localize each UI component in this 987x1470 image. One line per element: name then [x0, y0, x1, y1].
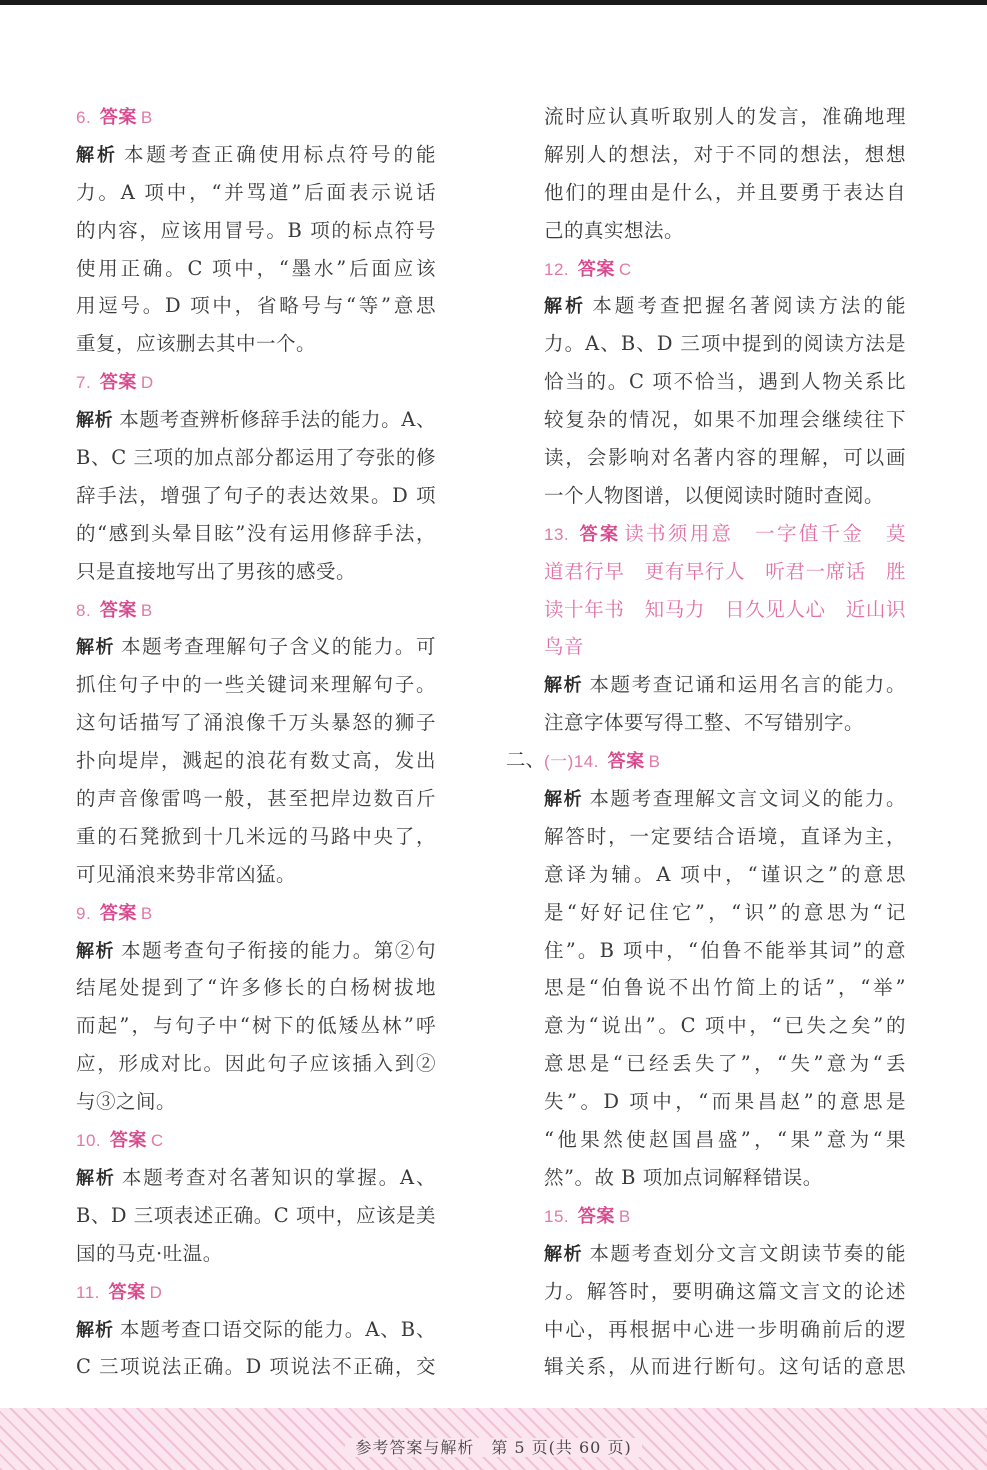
- answer-line-8: 8. 答案 B: [76, 599, 153, 621]
- text-line: 扑向堤岸，溅起的浪花有数丈高，发出: [76, 749, 436, 773]
- analysis-line: 解析 本题考查辨析修辞手法的能力。A、: [76, 408, 437, 432]
- text-line: 注意字体要写得工整、不写错别字。: [544, 711, 865, 735]
- answer-line-14: (一)14. 答案 B: [544, 751, 661, 773]
- text-line: 力。A、B、D 三项中提到的阅读方法是: [544, 332, 906, 356]
- answer-line-15: 15. 答案 B: [544, 1205, 631, 1227]
- answer-text-line: 道君行早 更有早行人 听君一席话 胜: [544, 559, 906, 583]
- analysis-line: 解析 本题考查把握名著阅读方法的能: [544, 294, 906, 318]
- section-heading: 二、: [506, 748, 546, 771]
- text-line: 解别人的想法，对于不同的想法，想想: [544, 142, 906, 166]
- text-line: 失”。D 项中，“而果昌赵”的意思是: [544, 1090, 906, 1114]
- answer-line-7: 7. 答案 D: [76, 372, 154, 394]
- analysis-line: 解析 本题考查句子衔接的能力。第②句: [76, 938, 436, 962]
- text-line: B、C 三项的加点部分都运用了夸张的修: [76, 446, 436, 470]
- text-line: 用逗号。D 项中，省略号与“等”意思: [76, 294, 436, 318]
- text-line: 的声音像雷鸣一般，甚至把岸边数百斤: [76, 787, 436, 811]
- text-line: 的内容，应该用冒号。B 项的标点符号: [76, 218, 436, 242]
- text-line: 恰当的。C 项不恰当，遇到人物关系比: [544, 370, 906, 394]
- right-column: [544, 98, 906, 1386]
- text-line: 较复杂的情况，如果不加理会继续往下: [544, 408, 906, 432]
- answer-line-13: 13. 答案 读书须用意 一字值千金 莫: [544, 521, 906, 545]
- answer-line-11: 11. 答案 D: [76, 1281, 163, 1303]
- answer-text-line: 鸟音: [544, 635, 585, 659]
- analysis-line: 解析 本题考查口语交际的能力。A、B、: [76, 1317, 437, 1341]
- text-line: 结尾处提到了“许多修长的白杨树拔地: [76, 976, 436, 1000]
- text-line: C 三项说法正确。D 项说法不正确，交: [76, 1355, 436, 1379]
- text-line: 力。A 项中，“并骂道”后面表示说话: [76, 180, 436, 204]
- text-line: 流时应认真听取别人的发言，准确地理: [544, 105, 906, 128]
- text-line: 住”。B 项中，“伯鲁不能举其词”的意: [544, 938, 906, 962]
- text-line: 重复，应该删去其中一个。: [76, 332, 317, 356]
- text-line: 重的石凳掀到十几米远的马路中央了，: [76, 824, 436, 848]
- text-line: 这句话描写了涌浪像千万头暴怒的狮子: [76, 711, 436, 735]
- text-line: 己的真实想法。: [544, 218, 685, 242]
- text-line: 意译为辅。A 项中，“谨识之”的意思: [544, 862, 906, 886]
- analysis-line: 解析 本题考查理解句子含义的能力。可: [76, 635, 436, 659]
- analysis-line: 解析 本题考查划分文言文朗读节奏的能: [544, 1241, 906, 1265]
- text-line: 读，会影响对名著内容的理解，可以画: [544, 446, 906, 470]
- answer-line-12: 12. 答案 C: [544, 258, 632, 280]
- text-line: 思是“伯鲁说不出竹简上的话”，“举”: [544, 976, 906, 1000]
- text-line: 辞手法，增强了句子的表达效果。D 项: [76, 483, 436, 507]
- text-line: 力。解答时，要明确这篇文言文的论述: [544, 1279, 906, 1303]
- answer-text-line: 读十年书 知马力 日久见人心 近山识: [544, 597, 906, 621]
- text-line: 只是直接地写出了男孩的感受。: [76, 559, 357, 583]
- left-column: [76, 98, 436, 1386]
- text-line: 辑关系，从而进行断句。这句话的意思: [544, 1355, 906, 1379]
- text-line: 中心，再根据中心进一步明确前后的逻: [544, 1317, 906, 1341]
- text-line: 他们的理由是什么，并且要勇于表达自: [544, 180, 906, 204]
- text-line: 解答时，一定要结合语境，直译为主，: [544, 824, 906, 848]
- text-line: 是“好好记住它”，“识”的意思为“记: [544, 900, 906, 924]
- text-line: 然”。故 B 项加点词解释错误。: [544, 1165, 823, 1189]
- text-line: “他果然使赵国昌盛”，“果”意为“果: [544, 1128, 906, 1152]
- text-line: 的“感到头晕目眩”没有运用修辞手法，: [76, 521, 436, 545]
- answer-line-10: 10. 答案 C: [76, 1130, 164, 1152]
- text-line: 与③之间。: [76, 1090, 177, 1114]
- analysis-line: 解析 本题考查记诵和运用名言的能力。: [544, 673, 906, 697]
- text-line: 国的马克·吐温。: [76, 1241, 223, 1265]
- text-line: 使用正确。C 项中，“墨水”后面应该: [76, 256, 436, 280]
- answer-line-6: 6. 答案 B: [76, 107, 153, 128]
- text-line: 应，形成对比。因此句子应该插入到②: [76, 1052, 436, 1076]
- text-line: 意为“说出”。C 项中，“已失之矣”的: [544, 1014, 906, 1038]
- text-line: 意思是“已经丢失了”，“失”意为“丢: [544, 1052, 906, 1076]
- text-line: 可见涌浪来势非常凶猛。: [76, 862, 297, 886]
- text-line: 一个人物图谱，以便阅读时随时查阅。: [544, 483, 885, 507]
- analysis-line: 解析 本题考查对名著知识的掌握。A、: [76, 1165, 437, 1189]
- analysis-line: 解析 本题考查理解文言文词义的能力。: [544, 787, 906, 811]
- answer-line-9: 9. 答案 B: [76, 902, 153, 924]
- text-line: 抓住句子中的一些关键词来理解句子。: [76, 673, 436, 697]
- page-footer: 参考答案与解析 第 5 页(共 60 页): [0, 1435, 987, 1458]
- text-line: B、D 三项表述正确。C 项中，应该是美: [76, 1203, 436, 1227]
- text-line: 而起”，与句子中“树下的低矮丛林”呼: [76, 1014, 436, 1038]
- top-border: [0, 0, 987, 5]
- analysis-line: 解析 本题考查正确使用标点符号的能: [76, 142, 436, 166]
